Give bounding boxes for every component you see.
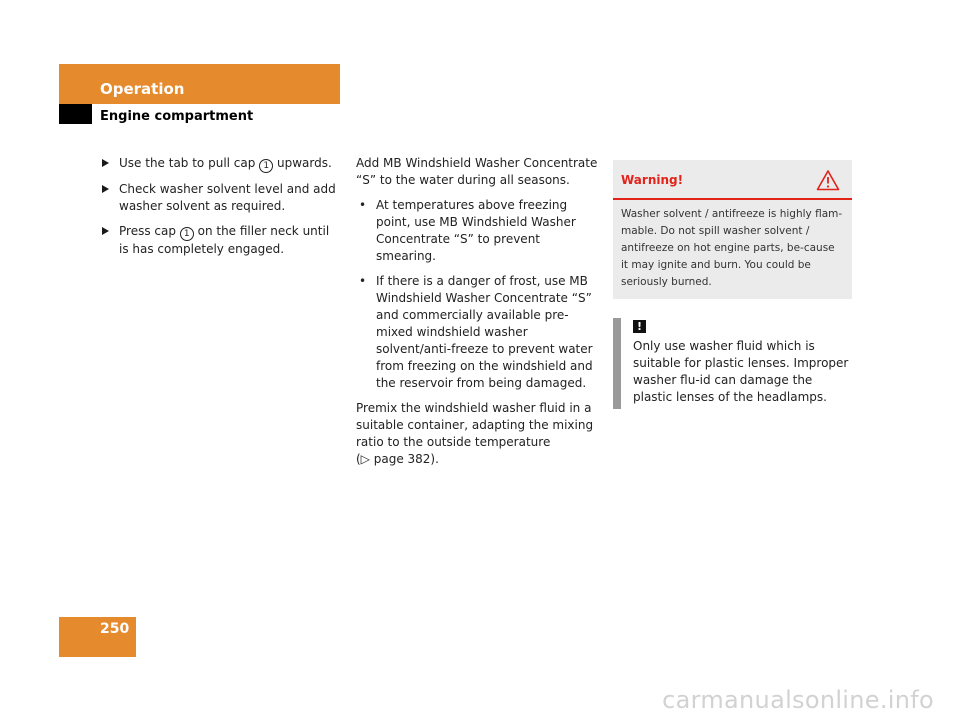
page-number: 250 [100,621,130,637]
note-box [613,318,852,406]
exclamation-icon: ! [633,320,646,333]
warning-text: Washer solvent / antifreeze is highly flam-mable. Do not spill washer solvent / antifreeze on hot engine parts, be-cause it may ignite and burn. You could be seriously burned. [621,208,843,288]
warning-title: Warning! [621,173,684,187]
right-column [613,160,852,406]
left-column [100,155,340,266]
instruction-step: Check washer solvent level and add washer solvent as required. [100,181,340,215]
warning-header [613,160,852,200]
section-title: Operation [100,80,185,98]
note-text: Only use washer fluid which is suitable for plastic lenses. Improper washer flu-id can damage the plastic lenses of the headlamps. [633,339,849,404]
instruction-step: Use the tab to pull cap 1 upwards. [100,155,340,173]
intro-paragraph: Add MB Windshield Washer Concentrate “S” to the water during all seasons. [356,156,598,187]
warning-box [613,160,852,299]
bullet-dot-icon: • [359,274,367,288]
premix-paragraph: Premix the windshield washer fluid in a suitable container, adapting the mixing ratio to the outside temperature (▷ page 382). [356,401,594,466]
bullet-dot-icon: • [359,198,367,212]
instruction-step: Press cap 1 on the filler neck until is has completely engaged. [100,223,340,258]
middle-column [356,155,601,476]
bullet-item: • If there is a danger of frost, use MB Windshield Washer Concentrate “S” and commercially available pre-mixed windshield washer solvent/anti-freeze to prevent water from freezing on the windshield and the reservoir from being damaged. [359,274,593,390]
callout-marker: 1 [180,227,194,241]
arrow-icon [102,227,109,235]
watermark: carmanualsonline.info [662,686,934,714]
page-reference-link[interactable]: (▷ page 382). [356,452,439,466]
bullet-item: • At temperatures above freezing point, use MB Windshield Washer Concentrate “S” to prevent smearing. [359,198,576,263]
arrow-icon [102,185,109,193]
warning-triangle-icon [816,169,840,191]
note-bar [613,318,621,409]
arrow-icon [102,159,109,167]
subsection-title: Engine compartment [100,109,254,124]
callout-marker: 1 [259,159,273,173]
section-marker [59,104,92,124]
